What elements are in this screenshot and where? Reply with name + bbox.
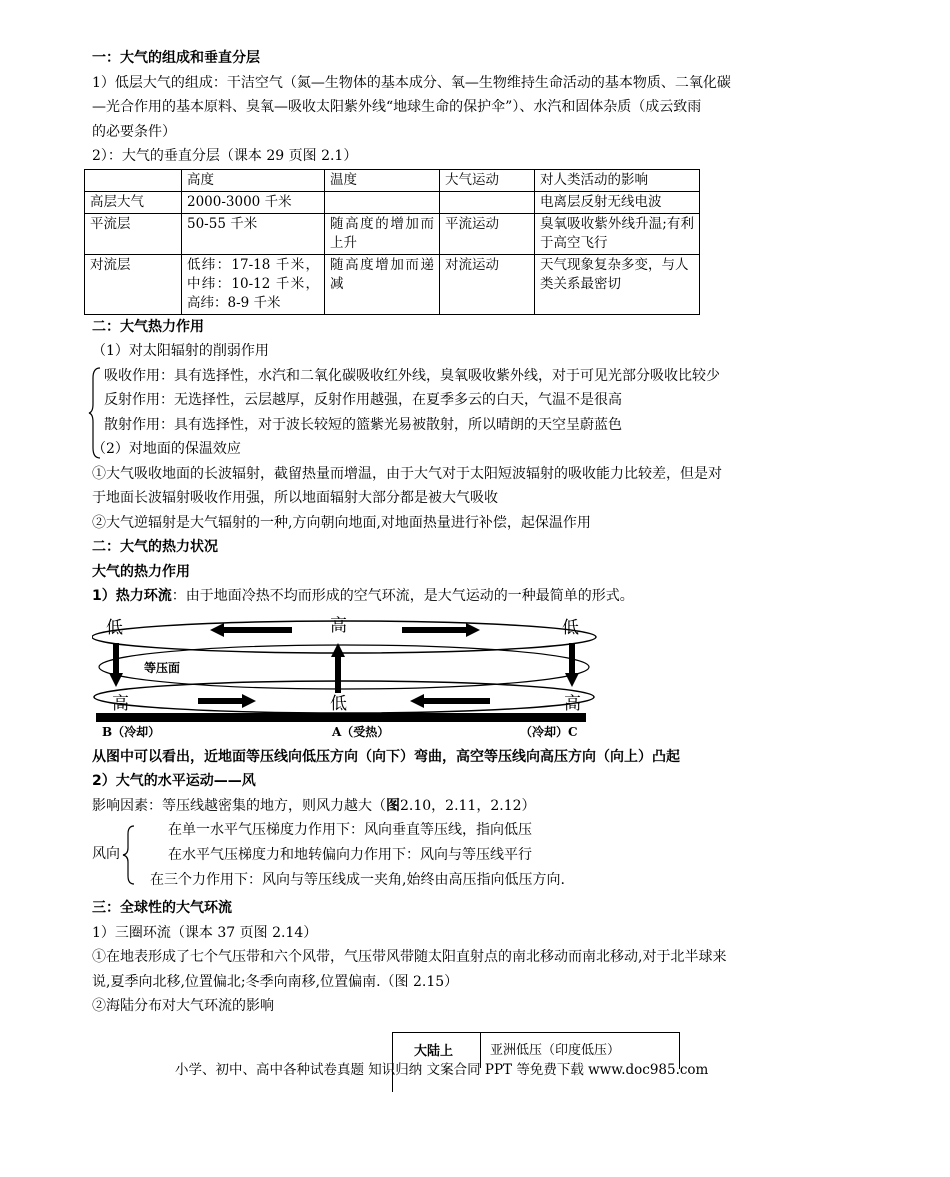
footer-text: 小学、初中、高中各种试卷真题 知识归纳 文案合同 PPT 等免费下载 www.doc985.com [175, 1062, 709, 1078]
label-bottom-left: 高 [112, 693, 129, 714]
reflection-line: 反射作用：无选择性，云层越厚，反射作用越强，在夏季多云的白天，气温不是很高 [104, 392, 622, 408]
table-cell: 随高度的增加而上升 [325, 213, 440, 254]
wind-heading: 2）大气的水平运动——风 [92, 773, 256, 789]
composition-line3: 的必要条件） [92, 123, 176, 140]
land-sea-heading: ②海陆分布对大气环流的影响 [92, 998, 274, 1014]
arrow-left-icon [210, 623, 224, 637]
wind-factor-text: 影响因素：等压线越密集的地方，则风力越大（ [92, 797, 386, 814]
pressure-belts-line1: ①在地表形成了七个气压带和六个风带，气压带风带随太阳直射点的南北移动而南北移动,对于北半球来 [92, 949, 727, 965]
table-header-cell: 高度 [182, 169, 325, 191]
insulation-heading: （2）对地面的保温效应 [92, 441, 241, 457]
weakening-heading: （1）对太阳辐射的削弱作用 [92, 343, 269, 359]
continent-label: 大陆上 [414, 1044, 454, 1059]
label-top-right: 低 [562, 617, 579, 638]
thermal-circulation-text: ：由于地面冷热不均而形成的空气环流，是大气运动的一种最简单的形式。 [171, 588, 634, 604]
table-header-cell [85, 169, 182, 191]
wind-direction-group [92, 818, 872, 892]
table-row [85, 213, 700, 254]
table-cell: 2000-3000 千米 [182, 191, 325, 213]
curly-brace-icon [122, 824, 136, 886]
wind-case1: 在单一水平气压梯度力作用下：风向垂直等压线，指向低压 [168, 822, 532, 838]
table-cell: 电离层反射无线电波 [535, 191, 700, 213]
section3-title: 二：大气的热力状况 [92, 539, 218, 555]
table-cell: 对流运动 [440, 254, 535, 314]
insulation-line1: ①大气吸收地面的长波辐射，截留热量而增温，由于大气对于太阳短波辐射的吸收能力比较差，但是对 [92, 465, 722, 482]
diagram-conclusion: 从图中可以看出，近地面等压线向低压方向（向下）弯曲，高空等压线向高压方向（向上）凸起 [92, 748, 680, 765]
three-cell-heading: 1）三圈环流（课本 37 页图 2.14） [92, 924, 318, 941]
thermal-circulation-line [92, 584, 872, 609]
section4-title: 三：全球性的大气环流 [92, 900, 232, 916]
composition-line1: 1）低层大气的组成：干洁空气（氮—生物体的基本成分、氧—生物维持生命活动的基本物质、二氧化碳 [92, 74, 731, 91]
weakening-group [92, 364, 872, 462]
section3-subtitle: 大气的热力作用 [92, 563, 190, 580]
thermal-circulation-diagram [92, 613, 602, 743]
arrow-down-icon [109, 673, 123, 687]
arrow-right-icon [466, 623, 480, 637]
table-row [85, 191, 700, 213]
arrow-left-icon [410, 694, 424, 708]
table-cell: 对流层 [85, 254, 182, 314]
table-cell [440, 191, 535, 213]
scattering-line: 散射作用：具有选择性，对于波长较短的篮紫光易被散射，所以晴朗的天空呈蔚蓝色 [104, 416, 622, 433]
table-header-row [85, 169, 700, 191]
table-cell: 高层大气 [85, 191, 182, 213]
ground-label-left: B（冷却） [102, 724, 161, 739]
table-cell: 臭氧吸收紫外线升温;有利于高空飞行 [535, 213, 700, 254]
table-header-cell: 大气运动 [440, 169, 535, 191]
table-header-cell: 温度 [325, 169, 440, 191]
isobar-label: 等压面 [144, 660, 181, 675]
insulation-line3: ②大气逆辐射是大气辐射的一种,方向朝向地面,对地面热量进行补偿，起保温作用 [92, 514, 591, 531]
table-header-cell: 对人类活动的影响 [535, 169, 700, 191]
thermal-circulation-label: 1）热力环流 [92, 588, 172, 604]
arrow-down-icon [565, 673, 579, 687]
wind-factor-line [92, 794, 872, 819]
ground-label-right: （冷却）C [520, 724, 578, 739]
wind-case2: 在水平气压梯度力和地转偏向力作用下：风向与等压线平行 [168, 847, 532, 863]
section2-title: 二：大气热力作用 [92, 318, 204, 335]
table-cell: 50-55 千米 [182, 213, 325, 254]
table-cell: 天气现象复杂多变，与人类关系最密切 [535, 254, 700, 314]
label-bottom-mid: 低 [330, 693, 347, 714]
table-row [85, 254, 700, 314]
label-top-left: 低 [106, 617, 123, 638]
document-page [92, 46, 872, 1019]
composition-line2: —光合作用的基本原料、臭氧—吸收太阳紫外线“地球生命的保护伞”）、水汽和固体杂质（成云致雨 [92, 99, 702, 115]
ground-bar [96, 713, 586, 722]
insulation-line2: 于地面长波辐射吸收作用强，所以地面辐射大部分都是被大气吸收 [92, 490, 498, 506]
wind-case3: 在三个力作用下：风向与等压线成一夹角,始终由高压指向低压方向. [150, 872, 565, 888]
label-top-mid: 高 [330, 615, 347, 636]
pressure-belts-line2: 说,夏季向北移,位置偏北;冬季向南移,位置偏南.（图 2.15） [92, 973, 459, 990]
absorption-line: 吸收作用：具有选择性，水汽和二氧化碳吸收红外线，臭氧吸收紫外线，对于可见光部分吸收比较少 [104, 367, 720, 384]
curly-brace-icon [88, 366, 102, 460]
table-cell: 随高度增加而递减 [325, 254, 440, 314]
wind-factor-figs: 2.10，2.11，2.12） [400, 797, 536, 814]
table-cell: 平流运动 [440, 213, 535, 254]
ground-label-mid: A（受热） [332, 724, 390, 739]
layers-table [84, 169, 700, 315]
table-cell: 低纬：17-18 千米，中纬：10-12 千米，高纬：8-9 千米 [182, 254, 325, 314]
label-bottom-right: 高 [564, 693, 581, 714]
table-cell [325, 191, 440, 213]
vertical-layers-heading: 2）：大气的垂直分层（课本 29 页图 2.1） [92, 148, 358, 164]
asia-low-label: 亚洲低压（印度低压） [490, 1043, 621, 1058]
arrow-right-icon [242, 694, 256, 708]
wind-factor-fig: 图 [386, 797, 400, 814]
wind-direction-label: 风向 [92, 846, 120, 862]
table-cell: 平流层 [85, 213, 182, 254]
section1-title: 一：大气的组成和垂直分层 [92, 50, 260, 66]
